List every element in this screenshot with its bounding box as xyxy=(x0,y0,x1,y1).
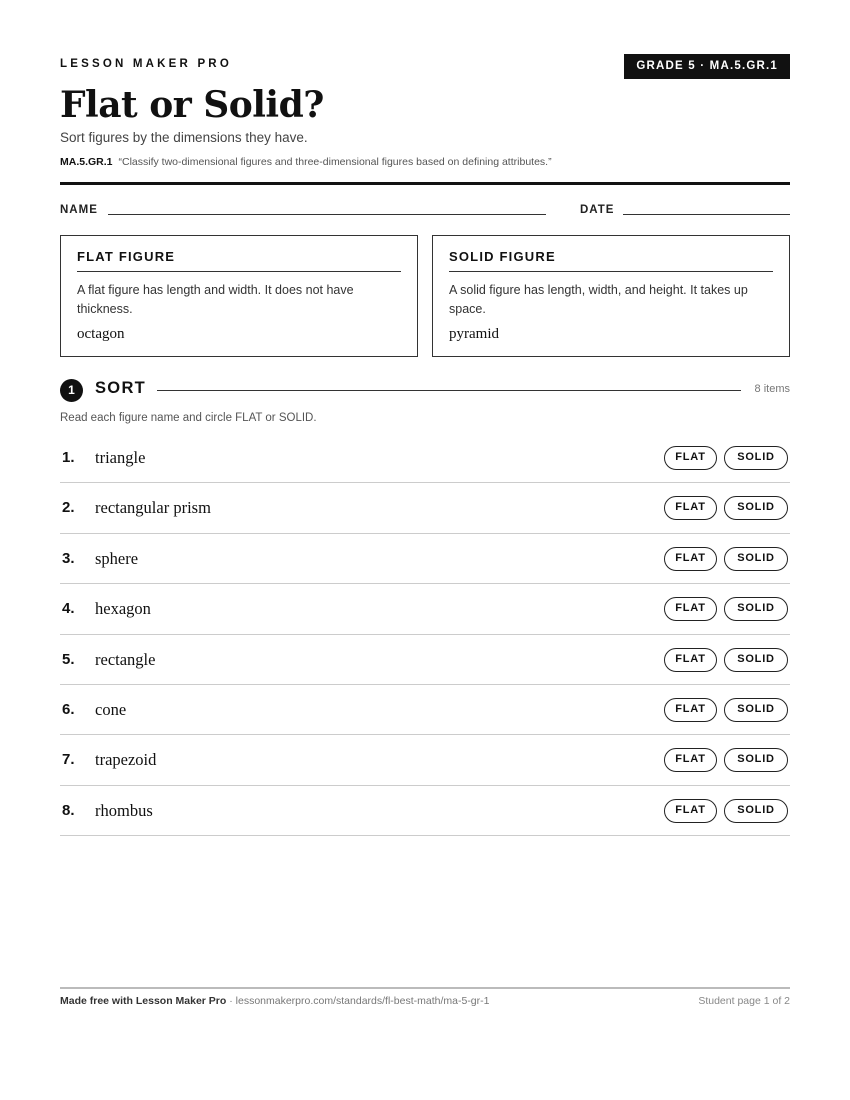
solid-choice-button[interactable]: SOLID xyxy=(724,648,788,672)
solid-choice-button[interactable]: SOLID xyxy=(724,748,788,772)
flat-choice-button[interactable]: FLAT xyxy=(664,799,717,823)
section-instructions: Read each figure name and circle FLAT or SOLID. xyxy=(60,412,317,424)
item-figure-name: rectangular prism xyxy=(95,498,211,518)
page-title: Flat or Solid? xyxy=(60,84,324,126)
solid-choice-button[interactable]: SOLID xyxy=(724,547,788,571)
sort-item xyxy=(60,786,790,836)
sort-item xyxy=(60,635,790,685)
vocab-card-solid xyxy=(432,235,790,357)
sort-item xyxy=(60,534,790,584)
flat-choice-button[interactable]: FLAT xyxy=(664,446,717,470)
sort-item xyxy=(60,685,790,735)
worksheet-page xyxy=(60,0,790,1100)
flat-choice-button[interactable]: FLAT xyxy=(664,547,717,571)
item-number: 4. xyxy=(62,600,75,618)
flat-choice-button[interactable]: FLAT xyxy=(664,496,717,520)
solid-choice-button[interactable]: SOLID xyxy=(724,799,788,823)
vocab-card-title: SOLID FIGURE xyxy=(449,249,773,272)
item-figure-name: cone xyxy=(95,699,127,719)
vocab-card-title: FLAT FIGURE xyxy=(77,249,401,272)
solid-choice-button[interactable]: SOLID xyxy=(724,446,788,470)
item-figure-name: sphere xyxy=(95,548,139,568)
footer-page-number: Student page 1 of 2 xyxy=(698,995,790,1007)
name-label: NAME xyxy=(60,204,98,216)
item-number: 8. xyxy=(62,801,75,819)
item-number: 5. xyxy=(62,650,75,668)
solid-choice-button[interactable]: SOLID xyxy=(724,698,788,722)
item-number: 3. xyxy=(62,549,75,567)
footer-divider xyxy=(60,987,790,989)
standard-code: MA.5.GR.1 xyxy=(60,156,113,168)
standard-line xyxy=(60,156,552,168)
section-header xyxy=(60,378,790,402)
footer-made-with: Made free with Lesson Maker Pro xyxy=(60,995,227,1007)
item-number: 7. xyxy=(62,751,75,769)
section-number-badge: 1 xyxy=(60,379,83,402)
item-number: 1. xyxy=(62,449,75,466)
vocab-card-definition: A solid figure has length, width, and height. It takes up space. xyxy=(449,283,748,316)
sort-item xyxy=(60,483,790,533)
sort-item xyxy=(60,735,790,785)
section-divider xyxy=(157,390,741,391)
page-subtitle: Sort figures by the dimensions they have. xyxy=(60,130,308,145)
flat-choice-button[interactable]: FLAT xyxy=(664,698,717,722)
vocab-card-example: octagon xyxy=(77,326,125,342)
solid-choice-button[interactable]: SOLID xyxy=(724,597,788,621)
item-figure-name: rectangle xyxy=(95,649,156,669)
date-label: DATE xyxy=(580,204,615,216)
flat-choice-button[interactable]: FLAT xyxy=(664,648,717,672)
flat-choice-button[interactable]: FLAT xyxy=(664,597,717,621)
standard-text: “Classify two-dimensional figures and three-dimensional figures based on defining attributes.” xyxy=(118,156,552,168)
footer-credit xyxy=(60,995,489,1007)
vocab-card-definition: A flat figure has length and width. It does not have thickness. xyxy=(77,283,354,316)
item-number: 6. xyxy=(62,700,75,718)
sort-item-list xyxy=(60,433,790,836)
section-title: SORT xyxy=(95,379,147,397)
section-item-count: 8 items xyxy=(754,383,790,395)
item-figure-name: hexagon xyxy=(95,599,151,619)
sort-item xyxy=(60,584,790,634)
brand-name: LESSON MAKER PRO xyxy=(60,58,232,70)
item-figure-name: trapezoid xyxy=(95,750,157,770)
sort-item xyxy=(60,433,790,483)
vocab-card-flat xyxy=(60,235,418,357)
grade-badge: GRADE 5 · MA.5.GR.1 xyxy=(624,54,790,79)
item-figure-name: triangle xyxy=(95,448,146,467)
name-field[interactable] xyxy=(108,214,546,215)
footer-url: · lessonmakerpro.com/standards/fl-best-math/ma-5-gr-1 xyxy=(226,995,490,1007)
solid-choice-button[interactable]: SOLID xyxy=(724,496,788,520)
vocab-card-example: pyramid xyxy=(449,326,499,342)
flat-choice-button[interactable]: FLAT xyxy=(664,748,717,772)
header-divider xyxy=(60,182,790,185)
item-figure-name: rhombus xyxy=(95,800,153,820)
item-number: 2. xyxy=(62,499,75,517)
date-field[interactable] xyxy=(623,214,790,215)
